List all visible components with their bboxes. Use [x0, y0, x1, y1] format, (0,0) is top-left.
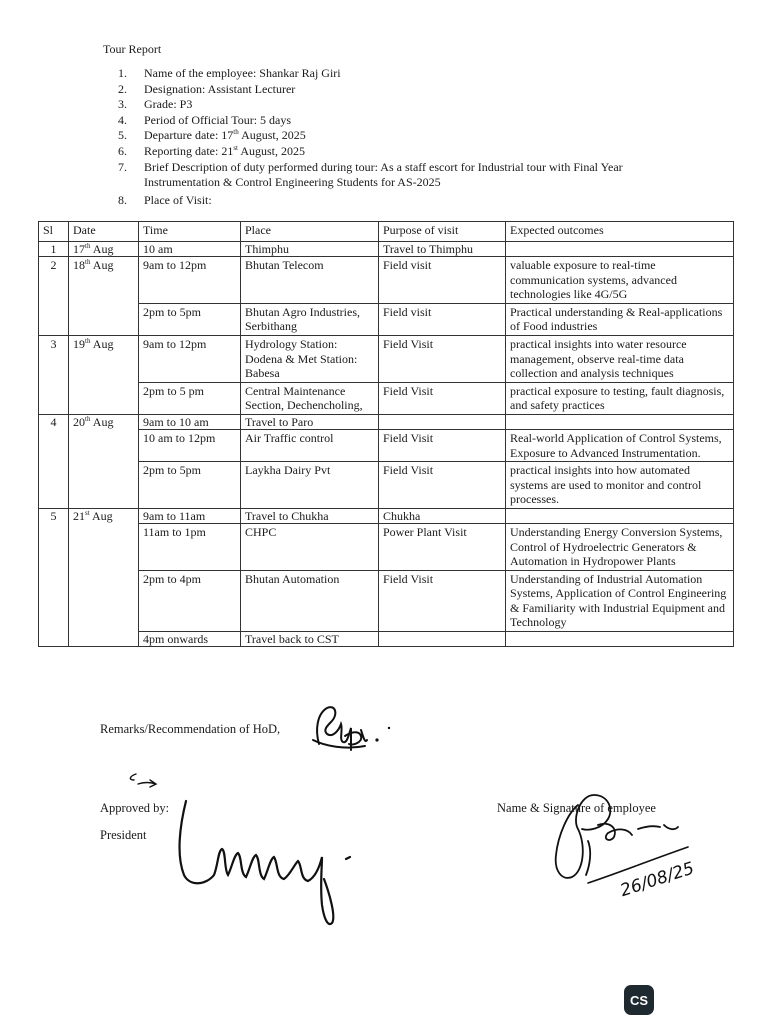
header-place: Place: [241, 222, 379, 242]
table-header-row: [39, 222, 734, 242]
date-cell: 19th Aug: [69, 335, 139, 382]
approved-by-label: Approved by:: [100, 801, 170, 815]
president-label: President: [100, 828, 147, 842]
signature-date: [610, 845, 700, 902]
date-cell: 21st Aug: [69, 508, 139, 523]
table-row: 11am to 1pm CHPC Power Plant Visit Understanding Energy Conversion Systems, Control of Hydroelectric Generators & Automation in Hydropower Plants: [39, 523, 734, 570]
date-cell: 20th Aug: [69, 414, 139, 429]
table-row: 2pm to 5 pm Central Maintenance Section, Dechencholing, Field Visit practical exposure to testing, fault diagnosis, and safety practices: [39, 382, 734, 414]
table-row: 3 19th Aug 9am to 12pm Hydrology Station: Dodena & Met Station: Babesa Field Visit practical insights into water resource management, observe real-time data collection and analysis techniques: [39, 335, 734, 382]
date-cell: 17th Aug: [69, 242, 139, 257]
info-item-place-of-visit: 8. Place of Visit:: [118, 192, 212, 207]
camscanner-logo: CS: [624, 985, 654, 1015]
info-item-tour-period: 4. Period of Official Tour: 5 days: [118, 112, 292, 127]
table-row: 10 am to 12pm Air Traffic control Field Visit Real-world Application of Control Systems, Exposure to Advanced Instrumentation.: [39, 429, 734, 461]
header-outcomes: Expected outcomes: [506, 222, 734, 242]
info-item-departure-date: 5. Departure date: 17th August, 2025: [118, 128, 306, 143]
table-row: 4pm onwards Travel back to CST: [39, 632, 734, 647]
president-signature: [170, 795, 390, 930]
info-item-designation: 2. Designation: Assistant Lecturer: [118, 81, 296, 96]
date-cell: 18th Aug: [69, 257, 139, 304]
info-item-grade: 3. Grade: P3: [118, 97, 193, 112]
table-row: 4 20th Aug 9am to 10 am Travel to Paro: [39, 414, 734, 429]
hod-signature: [305, 700, 400, 760]
table-row: 2pm to 4pm Bhutan Automation Field Visit Understanding of Industrial Automation Systems, Application of Control Engineering & Familiarity with Industrial Equipment and Technology: [39, 570, 734, 631]
initial-mark: [124, 770, 164, 790]
header-time: Time: [139, 222, 241, 242]
header-purpose: Purpose of visit: [379, 222, 506, 242]
table-row: 2pm to 5pm Laykha Dairy Pvt Field Visit practical insights into how automated systems are used to monitor and control processes.: [39, 462, 734, 509]
visit-schedule-table: [38, 221, 734, 647]
table-row: 1 17th Aug 10 am Thimphu Travel to Thimphu: [39, 242, 734, 257]
employee-info-list: [118, 66, 624, 208]
remarks-label: Remarks/Recommendation of HoD,: [100, 722, 281, 736]
table-row: 2 18th Aug 9am to 12pm Bhutan Telecom Field visit valuable exposure to real-time communication systems, advanced technologies like 4G/5G: [39, 257, 734, 304]
signature-date-text: 26/08/25: [617, 858, 697, 902]
info-item-duty-description: 7. Brief Description of duty performed during tour: As a staff escort for Industrial tour with Final Year Instrumentation & Control Engineering Students for AS-2025: [118, 159, 623, 190]
page-title: Tour Report: [103, 42, 162, 56]
employee-signature-label: Name & Signature of employee: [497, 801, 656, 815]
table-row: 2pm to 5pm Bhutan Agro Industries, Serbithang Field visit Practical understanding & Real-applications of Food industries: [39, 303, 734, 335]
info-item-employee-name: 1. Name of the employee: Shankar Raj Giri: [118, 66, 341, 80]
header-date: Date: [69, 222, 139, 242]
header-sl: Sl: [39, 222, 69, 242]
table-row: 5 21st Aug 9am to 11am Travel to Chukha Chukha: [39, 508, 734, 523]
info-item-reporting-date: 6. Reporting date: 21st August, 2025: [118, 143, 306, 158]
